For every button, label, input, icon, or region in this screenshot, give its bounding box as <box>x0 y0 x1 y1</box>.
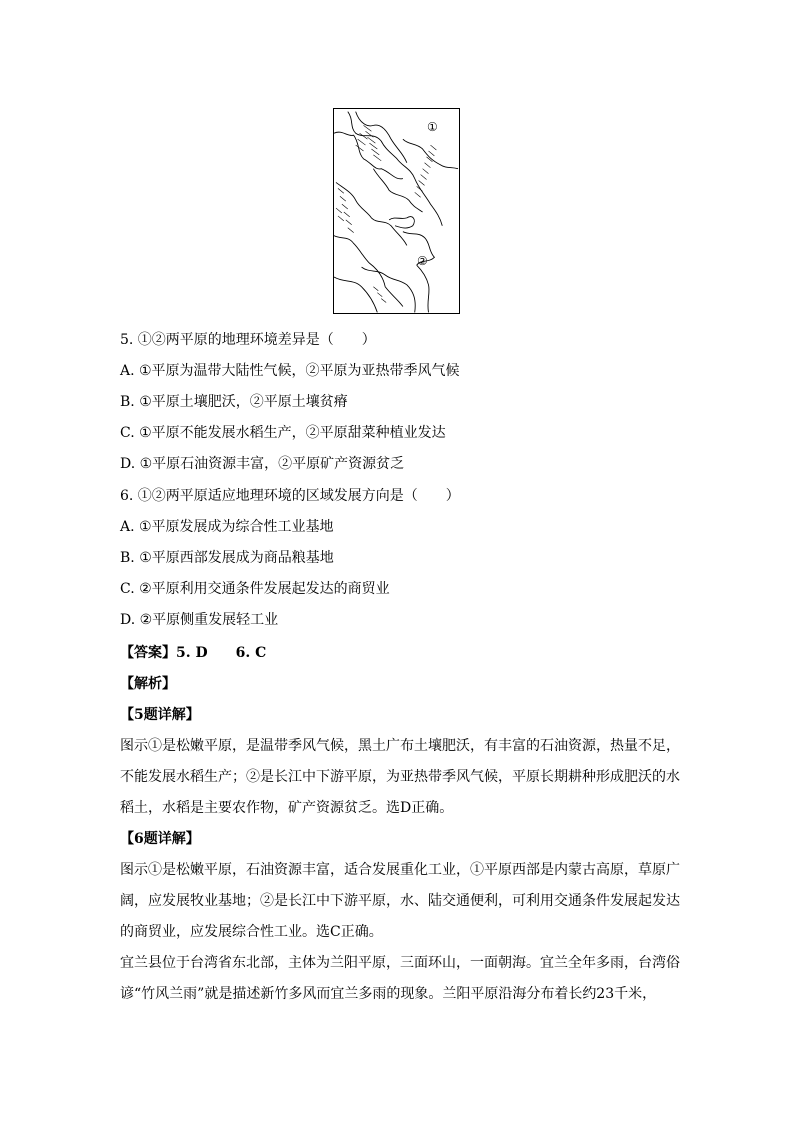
mountain-hatch-1 <box>356 125 382 160</box>
detail-5-heading: 【5题详解】 <box>120 707 200 723</box>
question-5-option-b: B. ①平原土壤肥沃，②平原土壤贫瘠 <box>120 394 348 410</box>
map-marker-2: ② <box>417 254 428 268</box>
map-border <box>403 139 458 169</box>
question-5-option-d: D. ①平原石油资源丰富，②平原矿产资源贫乏 <box>120 456 405 472</box>
map-border <box>385 287 403 307</box>
map-marker-1: ① <box>427 120 438 134</box>
analysis-heading: 【解析】 <box>120 676 176 692</box>
mountain-hatch-3 <box>336 188 354 232</box>
question-6-option-d: D. ②平原侧重发展轻工业 <box>120 612 279 628</box>
map-coastline <box>389 217 414 228</box>
detail-6-heading: 【6题详解】 <box>120 831 200 847</box>
question-5-option-a: A. ①平原为温带大陆性气候，②平原为亚热带季风气候 <box>120 363 460 379</box>
map-border <box>362 267 416 312</box>
question-6-option-b: B. ①平原西部发展成为商品粮基地 <box>120 550 334 566</box>
question-6-option-a: A. ①平原发展成为综合性工业基地 <box>120 519 334 535</box>
answer-line: 【答案】5. D 6. C <box>120 645 267 661</box>
map-border <box>356 112 407 163</box>
map-coastline <box>417 265 429 312</box>
question-5-stem: 5. ①②两平原的地理环境差异是（ ） <box>120 332 376 348</box>
map-border <box>334 277 377 312</box>
passage-text: 宜兰县位于台湾省东北部，主体为兰阳平原，三面环山，一面朝海。宜兰全年多雨，台湾俗谚“竹风兰雨”就是描述新竹多风而宜兰多雨的现象。兰阳平原沿海分布着长约23千米， <box>120 955 680 1002</box>
mountain-hatch-4 <box>373 287 386 303</box>
region-map-graphic <box>334 109 459 313</box>
map-border <box>373 169 422 212</box>
detail-5-text: 图示①是松嫩平原，是温带季风气候，黑土广布土壤肥沃，有丰富的石油资源，热量不足，不能发展水稻生产；②是长江中下游平原，为亚热带季风气候，平原长期耕种形成肥沃的水稻土，水稻是主要农作物，矿产资源贫乏。选D正确。 <box>120 738 680 816</box>
map-border <box>334 236 385 287</box>
question-6-option-c: C. ②平原利用交通条件发展起发达的商贸业 <box>120 581 390 597</box>
question-6-stem: 6. ①②两平原适应地理环境的区域发展方向是（ ） <box>120 488 460 504</box>
detail-6-text: 图示①是松嫩平原，石油资源丰富，适合发展重化工业，①平原西部是内蒙古高原，草原广阔，应发展牧业基地；②是长江中下游平原，水、陆交通便利，可利用交通条件发展起发达的商贸业，应发展综合性工业。选C正确。 <box>120 862 680 940</box>
question-5-option-c: C. ①平原不能发展水稻生产，②平原甜菜种植业发达 <box>120 425 446 441</box>
map-border <box>334 132 403 179</box>
map-figure <box>333 108 460 314</box>
